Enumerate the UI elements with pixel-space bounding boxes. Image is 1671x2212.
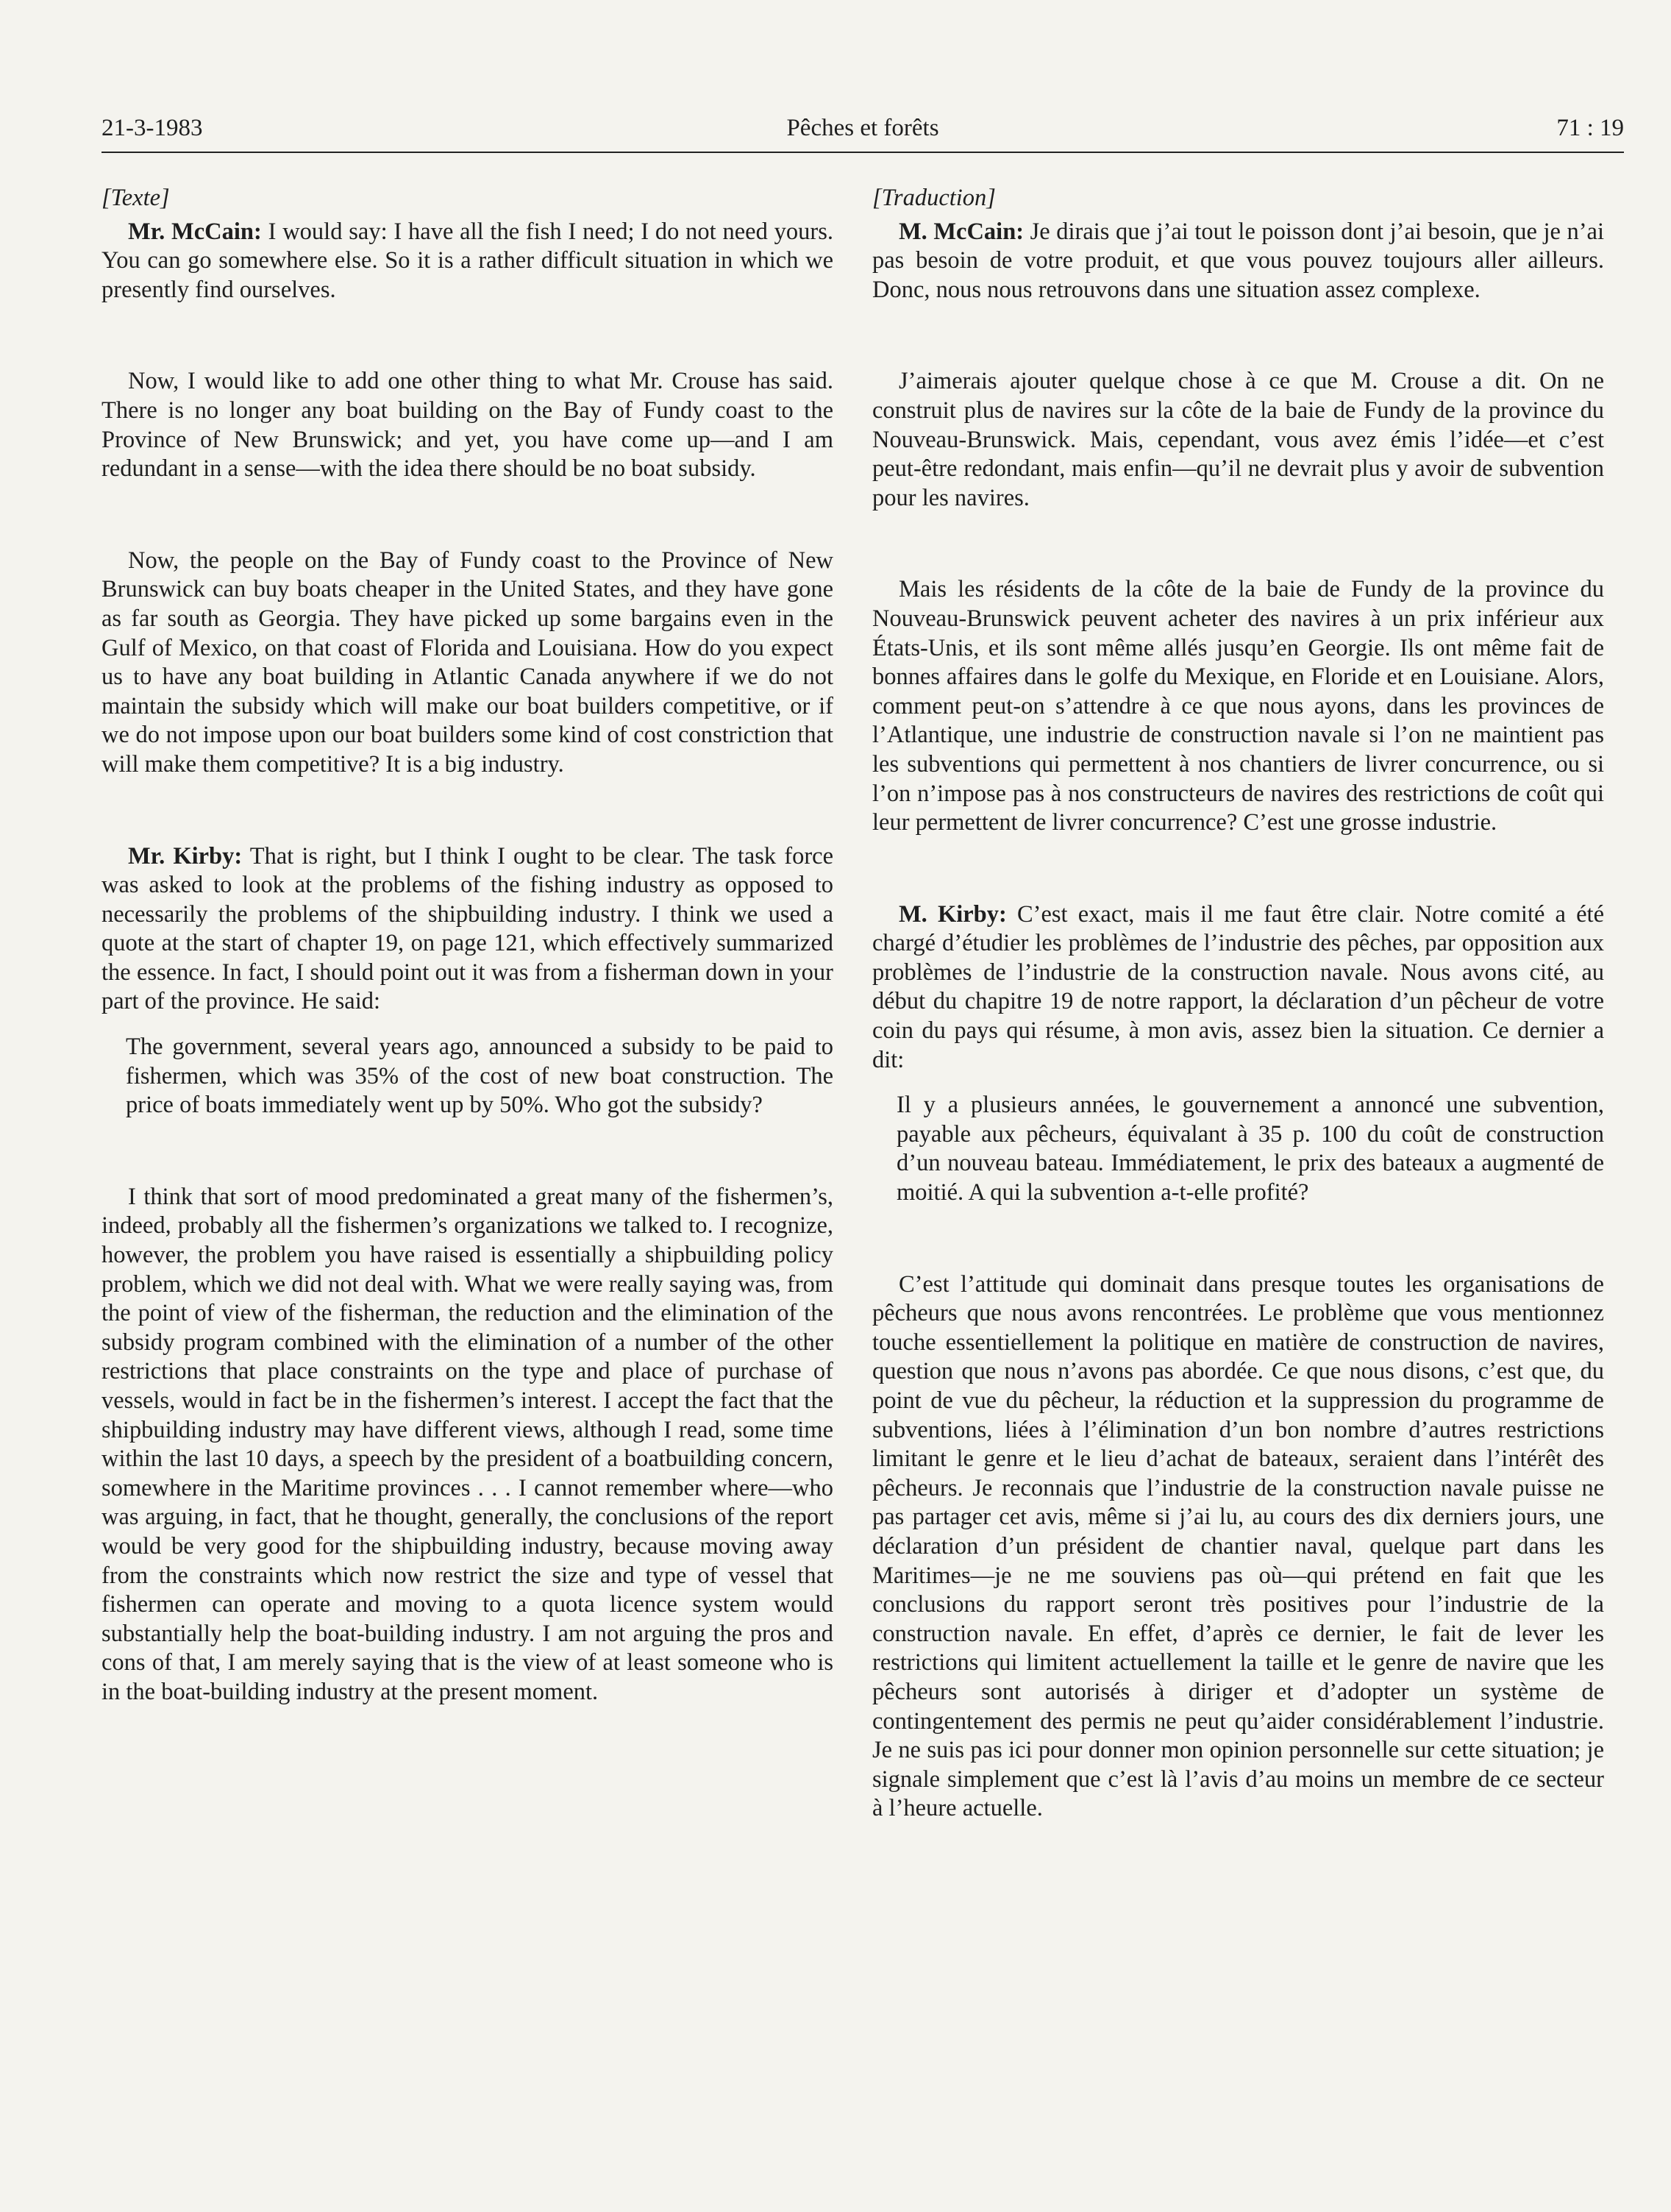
- english-column: [101, 184, 833, 1707]
- paragraph-mccain-2-fr: J’aimerais ajouter quelque chose à ce que M. Crouse a dit. On ne construit plus de navires sur la côte de la baie de Fundy de la province du Nouveau-Brunswick. Mais, cependant, vous avez émis l’idée—et c’est peut-être redondant, mais enfin—qu’il ne devrait plus y avoir de subvention pour les navires.: [872, 368, 1604, 511]
- paragraph-mccain-3: Now, the people on the Bay of Fundy coast to the Province of New Brunswick can buy boats cheaper in the United States, and they have gone as far south as Georgia. They have picked up some bargains even in the Gulf of Mexico, on that coast of Florida and Louisiana. How do you expect us to have any boat building in Atlantic Canada anywhere if we do not maintain the subsidy which will make our boat builders competitive, or if we do not impose upon our boat builders some kind of cost constriction that will make them competitive? It is a big industry.: [101, 547, 833, 778]
- speaker-label: M. McCain:: [899, 218, 1025, 245]
- paragraph-mccain-1: [101, 218, 833, 305]
- paragraph-kirby-2: I think that sort of mood predominated a great many of the fishermen’s, indeed, probably all the fishermen’s organizations we talked to. I recognize, however, the problem you have raised is essentially a shipbuilding policy problem, which we did not deal with. What we were really saying was, from the point of view of the fisherman, the reduction and the elimination of the subsidy program combined with the elimination of a number of the other restrictions that place constraints on the type and place of purchase of vessels, would in fact be in the fishermen’s interest. I accept the fact that the shipbuilding industry may have different views, although I read, some time within the last 10 days, a speech by the president of a boatbuilding concern, somewhere in the Maritime provinces . . . I cannot remember where—who was arguing, in fact, that he thought, generally, the conclusions of the report would be very good for the shipbuilding industry, because moving away from the constraints which now restrict the size and type of vessel that fishermen can operate and moving to a quota licence system would substantially help the boat-building industry. I am not arguing the pros and cons of that, I am merely saying that is the view of at least someone who is in the boat-building industry at the present moment.: [101, 1183, 833, 1705]
- section-tag-texte: [Texte]: [101, 185, 170, 211]
- paragraph-mccain-3-fr: Mais les résidents de la côte de la baie de Fundy de la province du Nouveau-Brunswick peuvent acheter des navires à un prix inférieur aux États-Unis, et ils sont même allés jusqu’en Georgie. Ils ont même fait de bonnes affaires dans le golfe du Mexique, en Floride et en Louisiane. Alors, comment peut-on s’attendre à ce que nous ayons, dans les provinces de l’Atlantique, une industrie de construction navale si l’on ne maintient pas les subventions qui permettent à nos chantiers de livrer concurrence, ou si l’on n’impose pas à nos constructeurs de navires des restrictions de coût qui leur permettent de livrer concurrence? C’est une grosse industrie.: [872, 576, 1604, 836]
- paragraph-kirby-1-fr: [872, 900, 1604, 1075]
- header-title: Pêches et forêts: [786, 115, 939, 141]
- block-quote: The government, several years ago, announced a subsidy to be paid to fishermen, which was 35% of the cost of new boat construction. The price of boats immediately went up by 50%. Who got the subsidy?: [126, 1034, 833, 1119]
- french-column: [872, 184, 1604, 1824]
- header-page-number: 71 : 19: [1556, 115, 1624, 141]
- paragraph-text: I would say: I have all the fish I need; I do not need yours. You can go somewhere else. So it is a rather difficult situation in which we presently find ourselves.: [101, 218, 833, 303]
- speaker-label: Mr. Kirby:: [128, 842, 243, 869]
- page-header: [101, 110, 1624, 153]
- header-rule: [101, 152, 1624, 153]
- paragraph-kirby-2-fr: C’est l’attitude qui dominait dans presque toutes les organisations de pêcheurs que nous avons rencontrées. Le problème que vous mentionnez touche essentiellement la politique en matière de construction de navires, question que nous n’avons pas abordée. Ce que nous disons, c’est que, du point de vue du pêcheur, la réduction et la suppression du programme de subventions, liées à l’élimination d’un bon nombre d’autres restrictions limitant le genre et le lieu d’achat de bateaux, seraient dans l’intérêt des pêcheurs. Je reconnais que l’industrie de la construction navale puisse ne pas partager cet avis, même si j’ai lu, au cours des dix derniers jours, une déclaration d’un président de chantier naval, quelque part dans les Maritimes—je ne me souviens pas où—qui prétend en fait que les conclusions du rapport seront très positives pour l’industrie de la construction navale. En effet, d’après ce dernier, le fait de lever les restrictions qui limitent actuellement la taille et le genre de navire que les pêcheurs sont autorisés à diriger et d’adopter un système de contingentement des permis ne peut qu’aider considérablement l’industrie. Je ne suis pas ici pour donner mon opinion personnelle sur cette situation; je signale simplement que c’est là l’avis d’au moins un membre de ce secteur à l’heure actuelle.: [872, 1270, 1604, 1822]
- paragraph-text: That is right, but I think I ought to be clear. The task force was asked to look at the problems of the fishing industry as opposed to necessarily the problems of the shipbuilding industry. I think we used a quote at the start of chapter 19, on page 121, which effectively summarized the essence. In fact, I should point out it was from a fisherman down in your part of the province. He said:: [101, 842, 834, 1015]
- block-quote-fr: Il y a plusieurs années, le gouvernement a annoncé une subvention, payable aux pêcheurs, équivalant à 35 p. 100 du coût de construction d’un nouveau bateau. Immédiatement, le prix des bateaux a augmenté de moitié. A qui la subvention a-t-elle profité?: [897, 1092, 1604, 1206]
- paragraph-mccain-1-fr: [872, 218, 1604, 305]
- header-date: 21-3-1983: [101, 115, 203, 141]
- paragraph-mccain-2: Now, I would like to add one other thing to what Mr. Crouse has said. There is no longer any boat building on the Bay of Fundy coast to the Province of New Brunswick; and yet, you have come up—and I am redundant in a sense—with the idea there should be no boat subsidy.: [101, 368, 833, 483]
- speaker-label: M. Kirby:: [899, 900, 1007, 928]
- section-tag-traduction: [Traduction]: [872, 185, 996, 211]
- paragraph-text: C’est exact, mais il me faut être clair. Notre comité a été chargé d’étudier les problèmes de l’industrie des pêches, par opposition aux problèmes de l’industrie de la construction navale. Nous avons cité, au début du chapitre 19 de notre rapport, la déclaration d’un pêcheur de votre coin du pays qui résume, à mon avis, assez bien la situation. Ce dernier a dit:: [872, 900, 1604, 1073]
- speaker-label: Mr. McCain:: [128, 218, 262, 245]
- paragraph-kirby-1: [101, 842, 833, 1017]
- paragraph-text: Je dirais que j’ai tout le poisson dont j’ai besoin, que je n’ai pas besoin de votre produit, et que vous pouvez toujours aller ailleurs. Donc, nous nous retrouvons dans une situation assez complexe.: [872, 218, 1604, 303]
